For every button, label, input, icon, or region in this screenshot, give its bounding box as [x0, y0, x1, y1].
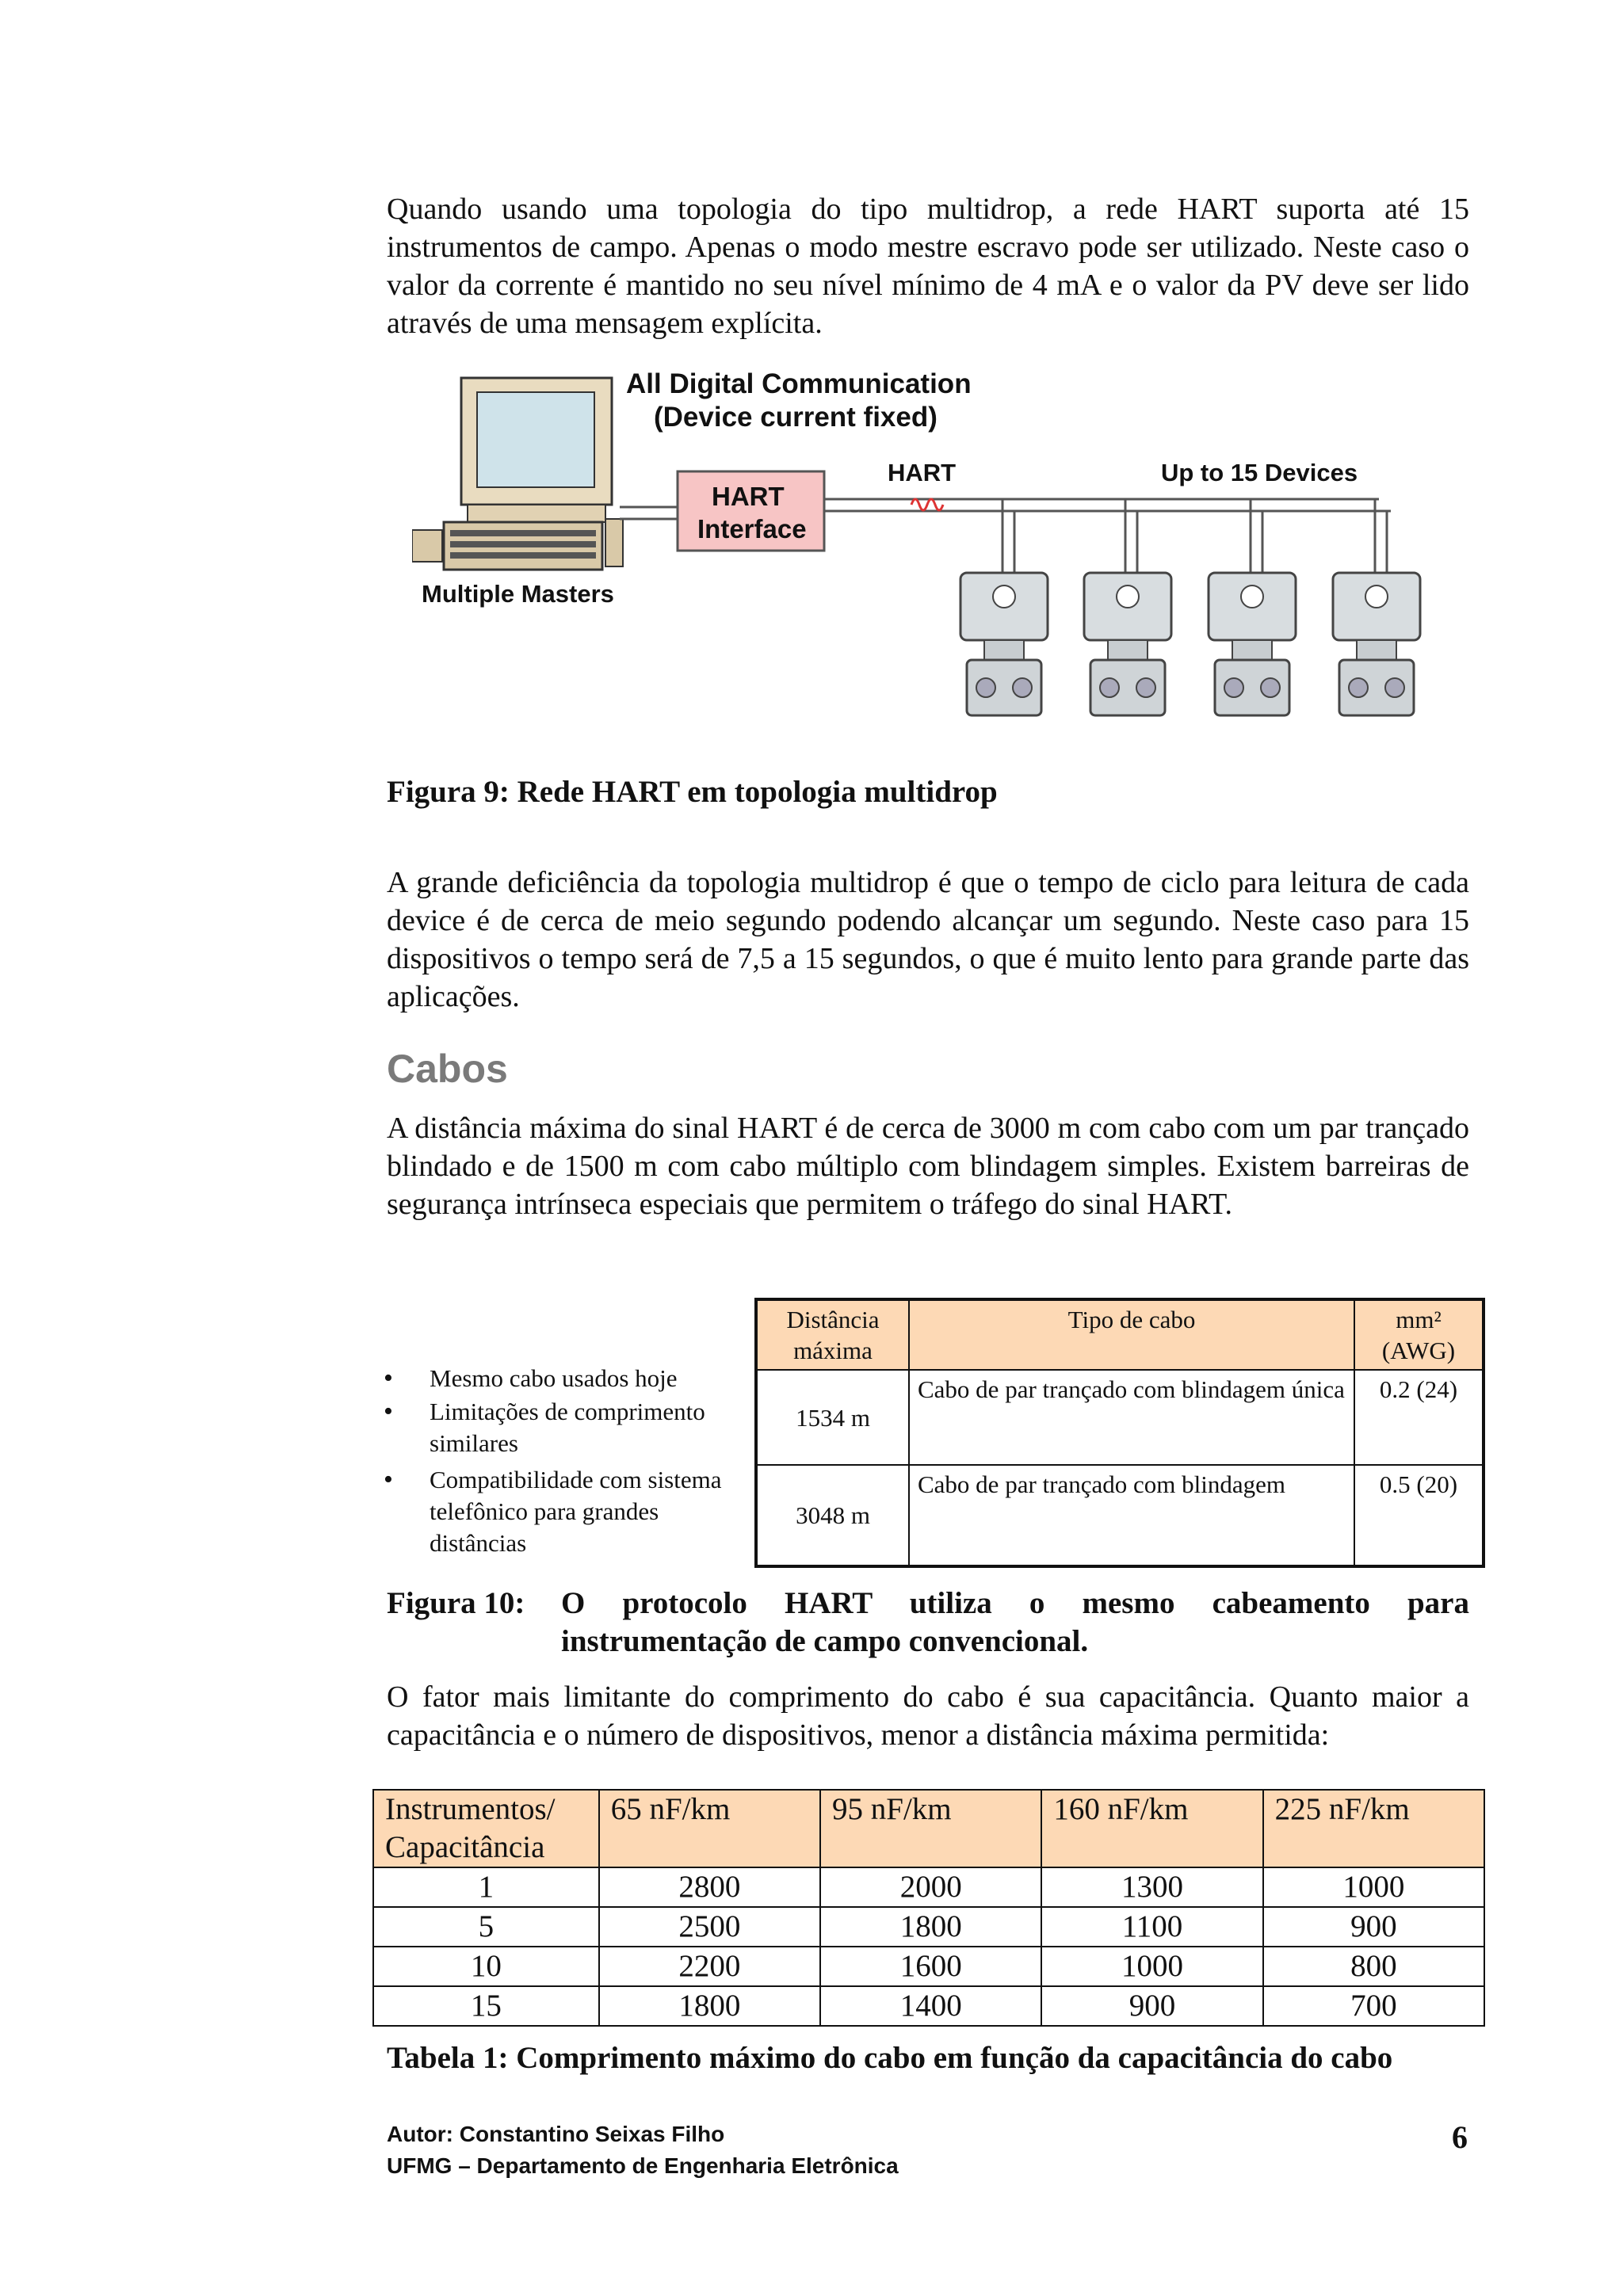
- hart-signal-label: HART: [888, 459, 957, 486]
- cable-type-table: [754, 1298, 1485, 1568]
- diagram-title-line1: All Digital Communication: [626, 368, 972, 399]
- diagram-title-line2: (Device current fixed): [654, 402, 938, 433]
- table-header-row: [373, 1790, 1484, 1867]
- figure10-caption-label: Figura 10:: [387, 1586, 525, 1620]
- paragraph-capacitance: O fator mais limitante do comprimento do cabo é sua capacitância. Quanto maior a capacitância e o número de dispositivos, menor a distância máxima permitida:: [387, 1680, 1469, 1752]
- bullet-icon: •: [384, 1397, 393, 1426]
- header-cable-type: Tipo de cabo: [909, 1299, 1354, 1370]
- capacitance-table: [372, 1789, 1485, 2027]
- bullet-item: • Compatibilidade com sistema telefônico para grandes distâncias: [384, 1465, 722, 1557]
- footer-author: Autor: Constantino Seixas Filho: [387, 2122, 725, 2146]
- header-65: 65 nF/km: [599, 1790, 820, 1867]
- interface-label-line1: HART: [712, 482, 785, 511]
- up-to-15-devices-label: Up to 15 Devices: [1161, 459, 1358, 486]
- table-header-row: [756, 1299, 1484, 1370]
- table1-caption: Tabela 1: Comprimento máximo do cabo em função da capacitância do cabo: [387, 2041, 1393, 2075]
- interface-label-line2: Interface: [697, 514, 807, 543]
- section-heading-cabos: Cabos: [387, 1047, 508, 1091]
- header-225: 225 nF/km: [1263, 1790, 1484, 1867]
- footer-department: UFMG – Departamento de Engenharia Eletrônica: [387, 2153, 899, 2178]
- figure10-caption-text: O protocolo HART utiliza o mesmo cabeamento para instrumentação de campo convencional.: [561, 1586, 1469, 1658]
- page-number: 6: [1452, 2119, 1468, 2155]
- paragraph-cable-distance: A distância máxima do sinal HART é de cerca de 3000 m com cabo com um par trançado blindado e de 1500 m com cabo múltiplo com blindagem simples. Existem barreiras de segurança intrínseca especiais que permitem o tráfego do sinal HART.: [387, 1112, 1469, 1221]
- computer-icon: [412, 378, 623, 570]
- bullet-icon: •: [384, 1465, 393, 1494]
- header-distance: Distância máxima: [756, 1299, 909, 1370]
- table-row: 15 1800 1400 900 700: [373, 1986, 1484, 2026]
- intro-paragraph: Quando usando uma topologia do tipo multidrop, a rede HART suporta até 15 instrumentos de campo. Apenas o modo mestre escravo pode ser utilizado. Neste caso o valor da corrente é mantido no seu nível mínimo de 4 mA e o valor da PV deve ser lido através de uma mensagem explícita.: [387, 193, 1469, 340]
- field-device-3-icon: [1209, 573, 1296, 715]
- table-row: 5 2500 1800 1100 900: [373, 1907, 1484, 1947]
- bullet-item: • Mesmo cabo usados hoje: [384, 1363, 678, 1393]
- table-row: 1 2800 2000 1300 1000: [373, 1867, 1484, 1907]
- bullet-icon: •: [384, 1363, 393, 1393]
- header-95: 95 nF/km: [820, 1790, 1041, 1867]
- figure9-caption: Figura 9: Rede HART em topologia multidrop: [387, 775, 998, 809]
- hart-multidrop-diagram: [412, 360, 1466, 725]
- field-device-2-icon: [1084, 573, 1171, 715]
- hart-signal-wave-icon: [911, 499, 943, 510]
- header-instruments: Instrumentos/ Capacitância: [373, 1790, 599, 1867]
- field-device-4-icon: [1333, 573, 1420, 715]
- table-row: 1534 m Cabo de par trançado com blindagem única 0.2 (24): [756, 1370, 1484, 1465]
- table-row: 3048 m Cabo de par trançado com blindagem 0.5 (20): [756, 1465, 1484, 1566]
- table-row: 10 2200 1600 1000 800: [373, 1947, 1484, 1986]
- multiple-masters-label: Multiple Masters: [422, 580, 614, 608]
- paragraph-multidrop-deficiency: A grande deficiência da topologia multidrop é que o tempo de ciclo para leitura de cada device é de cerca de meio segundo podendo alcançar um segundo. Neste caso para 15 dispositivos o tempo será de 7,5 a 15 segundos, o que é muito lento para grande parte das aplicações.: [387, 866, 1469, 1013]
- header-160: 160 nF/km: [1041, 1790, 1262, 1867]
- header-gauge: mm² (AWG): [1354, 1299, 1484, 1370]
- bullet-item: • Limitações de comprimento similares: [384, 1397, 705, 1457]
- field-device-1-icon: [960, 573, 1048, 715]
- figure10-bullet-list: [379, 1363, 751, 1559]
